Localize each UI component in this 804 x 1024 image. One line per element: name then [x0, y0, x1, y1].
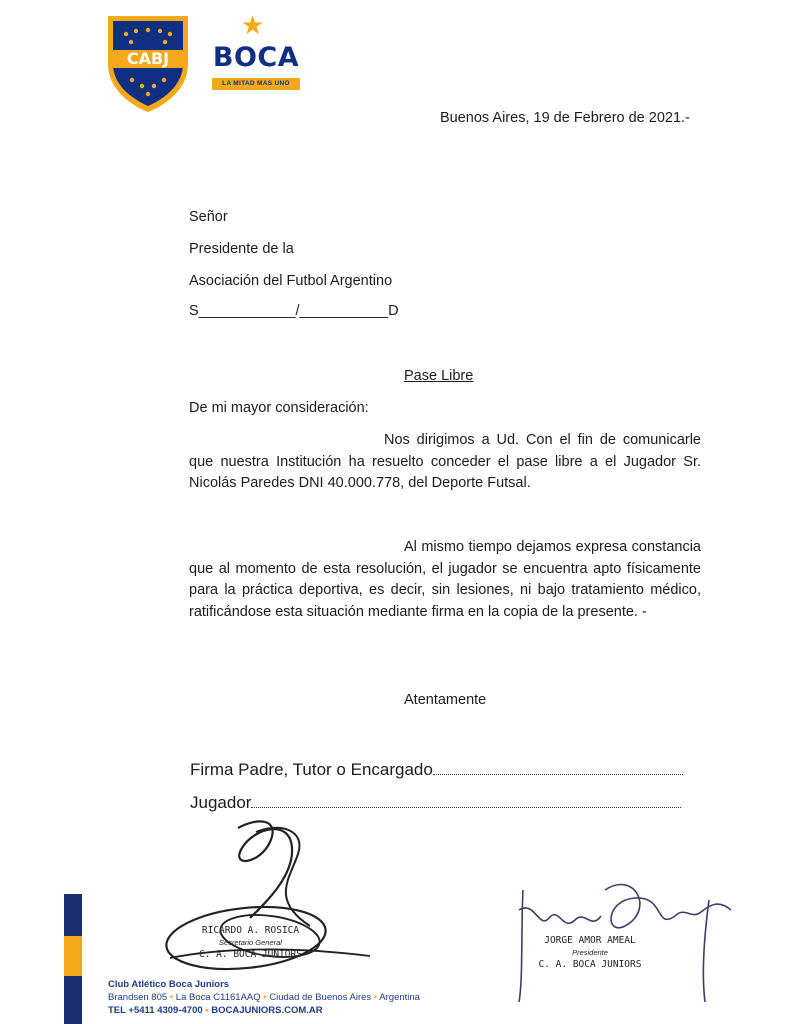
signatory-left-role: Secretario General — [219, 938, 282, 947]
star-icon: ★ — [241, 10, 265, 40]
player-signature-label: Jugador — [190, 793, 252, 812]
parent-signature-dots — [433, 774, 683, 775]
footer-address-city: Ciudad de Buenos Aires — [269, 992, 372, 1003]
signatory-right — [520, 935, 660, 971]
footer-club-name: Club Atlético Boca Juniors — [108, 979, 230, 990]
footer-stripe-navy-top — [64, 894, 82, 936]
signatory-left-name: RICARDO A. ROSICA — [201, 925, 300, 936]
footer-address — [108, 991, 420, 1004]
closing: Atentamente — [404, 692, 487, 708]
brand-word: BOCA — [212, 42, 300, 73]
footer-website-link[interactable]: BOCAJUNIORS.COM.AR — [211, 1005, 323, 1016]
parent-signature-field — [190, 760, 683, 780]
parent-signature-label: Firma Padre, Tutor o Encargado — [190, 760, 433, 779]
signatory-left-org: C. A. BOCA JUNIORS — [199, 949, 302, 960]
separator-dot-icon: • — [373, 992, 378, 1003]
paragraph-2: Al mismo tiempo dejamos expresa constancia que al momento de esta resolución, el jugador se encuentra apto físicamente para la práctica deportiva, es decir, sin lesiones, ni bajo tratamiento médico, ratificándose esta situación mediante firma en la copia de la presente. - — [189, 539, 701, 620]
subject-title: Pase Libre — [404, 368, 474, 384]
recipient-line-3: Asociación del Futbol Argentino — [189, 273, 393, 289]
footer — [108, 978, 420, 1017]
signatory-right-role: Presidente — [572, 948, 608, 957]
separator-dot-icon: • — [169, 992, 174, 1003]
recipient-line-1: Señor — [189, 209, 228, 225]
footer-stripe-gold — [64, 936, 82, 976]
separator-dot-icon: • — [205, 1005, 209, 1016]
brand-tagline: LA MITAD MAS UNO — [212, 78, 300, 90]
boca-brand-logo — [208, 12, 300, 92]
footer-contact — [108, 1004, 420, 1017]
footer-stripe-navy-bottom — [64, 976, 82, 1024]
footer-phone: TEL +5411 4309-4700 — [108, 1005, 203, 1016]
sd-line: S____________/___________D — [189, 303, 399, 319]
signatory-left — [178, 925, 323, 961]
crest-text: CABJ — [126, 49, 170, 68]
signatory-right-name: JORGE AMOR AMEAL — [544, 935, 636, 946]
separator-dot-icon: • — [263, 992, 267, 1003]
footer-address-country: Argentina — [379, 992, 420, 1003]
signatory-right-org: C. A. BOCA JUNIORS — [538, 959, 642, 970]
club-crest-logo — [104, 12, 192, 116]
paragraph-1: Nos dirigimos a Ud. Con el fin de comunicarle que nuestra Institución ha resuelto conceder el pase libre a el Jugador Sr. Nicolás Paredes DNI 40.000.778, del Deporte Futsal. — [189, 432, 701, 491]
salutation: De mi mayor consideración: — [189, 400, 369, 416]
footer-address-street: Brandsen 805 — [108, 992, 168, 1003]
recipient-line-2: Presidente de la — [189, 241, 294, 257]
date-line: Buenos Aires, 19 de Febrero de 2021.- — [440, 110, 690, 126]
footer-address-neighborhood: La Boca C1161AAQ — [175, 992, 261, 1003]
